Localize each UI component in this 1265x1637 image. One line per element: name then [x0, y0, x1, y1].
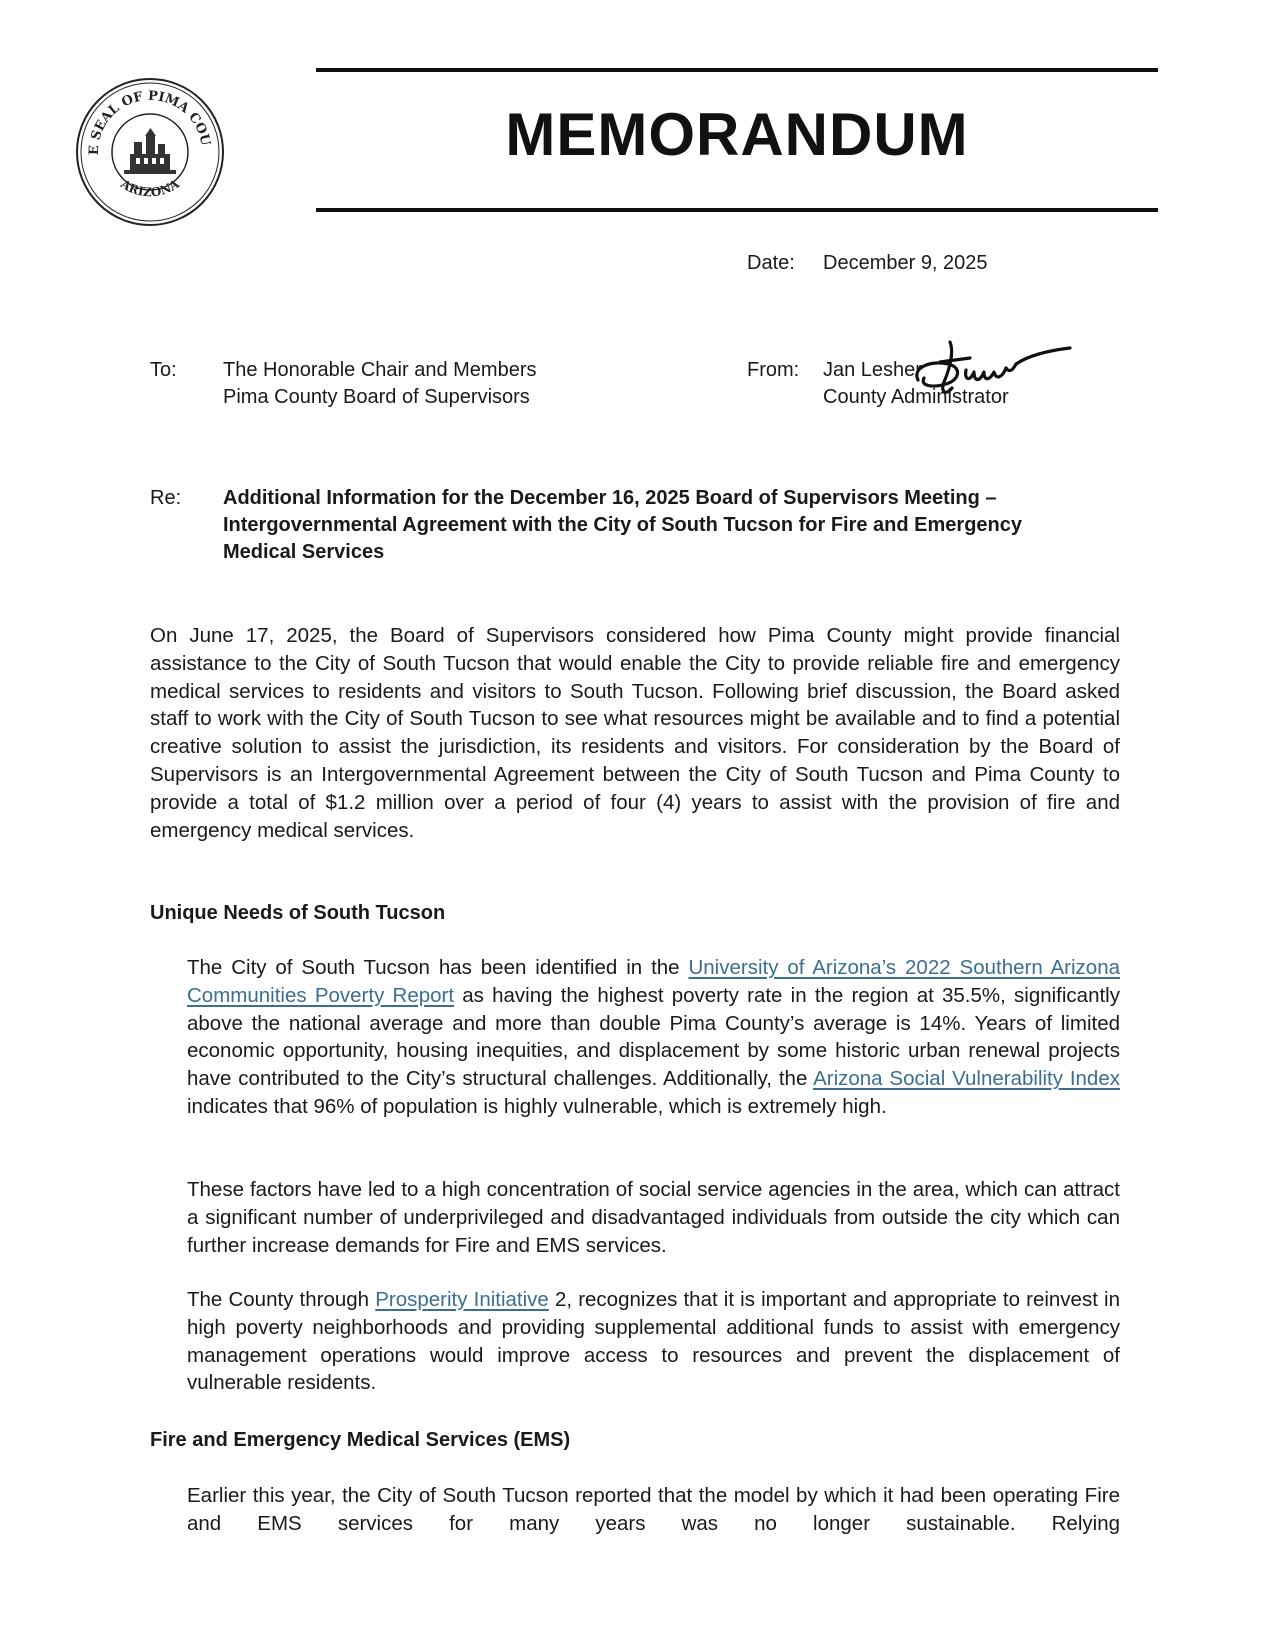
date-value: December 9, 2025 [823, 252, 988, 274]
svg-text:THE SEAL OF PIMA COUNTY: E SEAL OF PIMA COU [86, 88, 213, 156]
to-line-2: Pima County Board of Supervisors [223, 386, 530, 408]
fire-ems-paragraph-1: Earlier this year, the City of South Tucson reported that the model by which it had been operating Fire and EMS services for many years was no longer sustainable. Relying [187, 1484, 1120, 1535]
from-label: From: [747, 359, 800, 381]
section-heading-unique-needs: Unique Needs of South Tucson [150, 902, 446, 924]
to-label: To: [150, 359, 177, 381]
memo-title: MEMORANDUM [505, 101, 969, 168]
to-line-1: The Honorable Chair and Members [223, 359, 537, 381]
from-title: County Administrator [823, 386, 1009, 408]
vulnerability-index-link[interactable]: Arizona Social Vulnerability Index [813, 1067, 1120, 1091]
re-label: Re: [150, 487, 182, 509]
section-heading-fire-ems: Fire and Emergency Medical Services (EMS) [150, 1429, 571, 1451]
poverty-report-link[interactable]: University of Arizona’s 2022 Southern Arizona Communities Poverty Report [187, 956, 1120, 1007]
from-name: Jan Lesher [823, 359, 922, 381]
prosperity-initiative-link[interactable]: Prosperity Initiative [375, 1288, 549, 1311]
text-span: indicates that 96% of population is highly vulnerable, which is extremely high. [187, 1094, 887, 1118]
re-line-2: Intergovernmental Agreement with the City of South Tucson for Fire and Emergency [223, 514, 1022, 536]
unique-needs-paragraph-3 [187, 1286, 1120, 1397]
unique-needs-paragraph-2: These factors have led to a high concentration of social service agencies in the area, which can attract a significant number of underprivileged and disadvantaged individuals from outside the city which can further increase demands for Fire and EMS services. [187, 1178, 1120, 1257]
signature [910, 338, 1080, 410]
county-seal [74, 76, 226, 228]
svg-text:ARIZONA: ARIZONA [118, 176, 182, 200]
text-span: The County through [187, 1288, 376, 1311]
unique-needs-paragraph-1 [187, 954, 1120, 1121]
text-span: as having the highest poverty rate in the region at 35.5%, significantly above the national average and more than double Pima County’s average is 14%. Years of limited economic opportunity, housing inequities, and displacement by some historic urban renewal projects have contributed to the City’s structural challenges. Additionally, the [187, 983, 1120, 1091]
text-span: The City of South Tucson has been identified in the [187, 956, 689, 979]
text-span: 2, recognizes that it is important and appropriate to reinvest in high poverty neighborhoods and providing supplemental additional funds to assist with emergency management operations would improve access to resources and prevent the displacement of vulnerable residents. [187, 1288, 1120, 1395]
re-line-1: Additional Information for the December 16, 2025 Board of Supervisors Meeting – [223, 487, 997, 509]
date-label: Date: [747, 252, 795, 274]
re-line-3: Medical Services [223, 541, 385, 563]
intro-paragraph: On June 17, 2025, the Board of Supervisors considered how Pima County might provide financial assistance to the City of South Tucson that would enable the City to provide reliable fire and emergency medical services to residents and visitors to South Tucson. Following brief discussion, the Board asked staff to work with the City of South Tucson to see what resources might be available and to find a potential creative solution to assist the jurisdiction, its residents and visitors. For consideration by the Board of Supervisors is an Intergovernmental Agreement between the City of South Tucson and Pima County to provide a total of $1.2 million over a period of four (4) years to assist with the provision of fire and emergency medical services. [150, 624, 1120, 842]
header-top-rule [316, 68, 1158, 72]
header-bottom-rule [316, 208, 1158, 212]
